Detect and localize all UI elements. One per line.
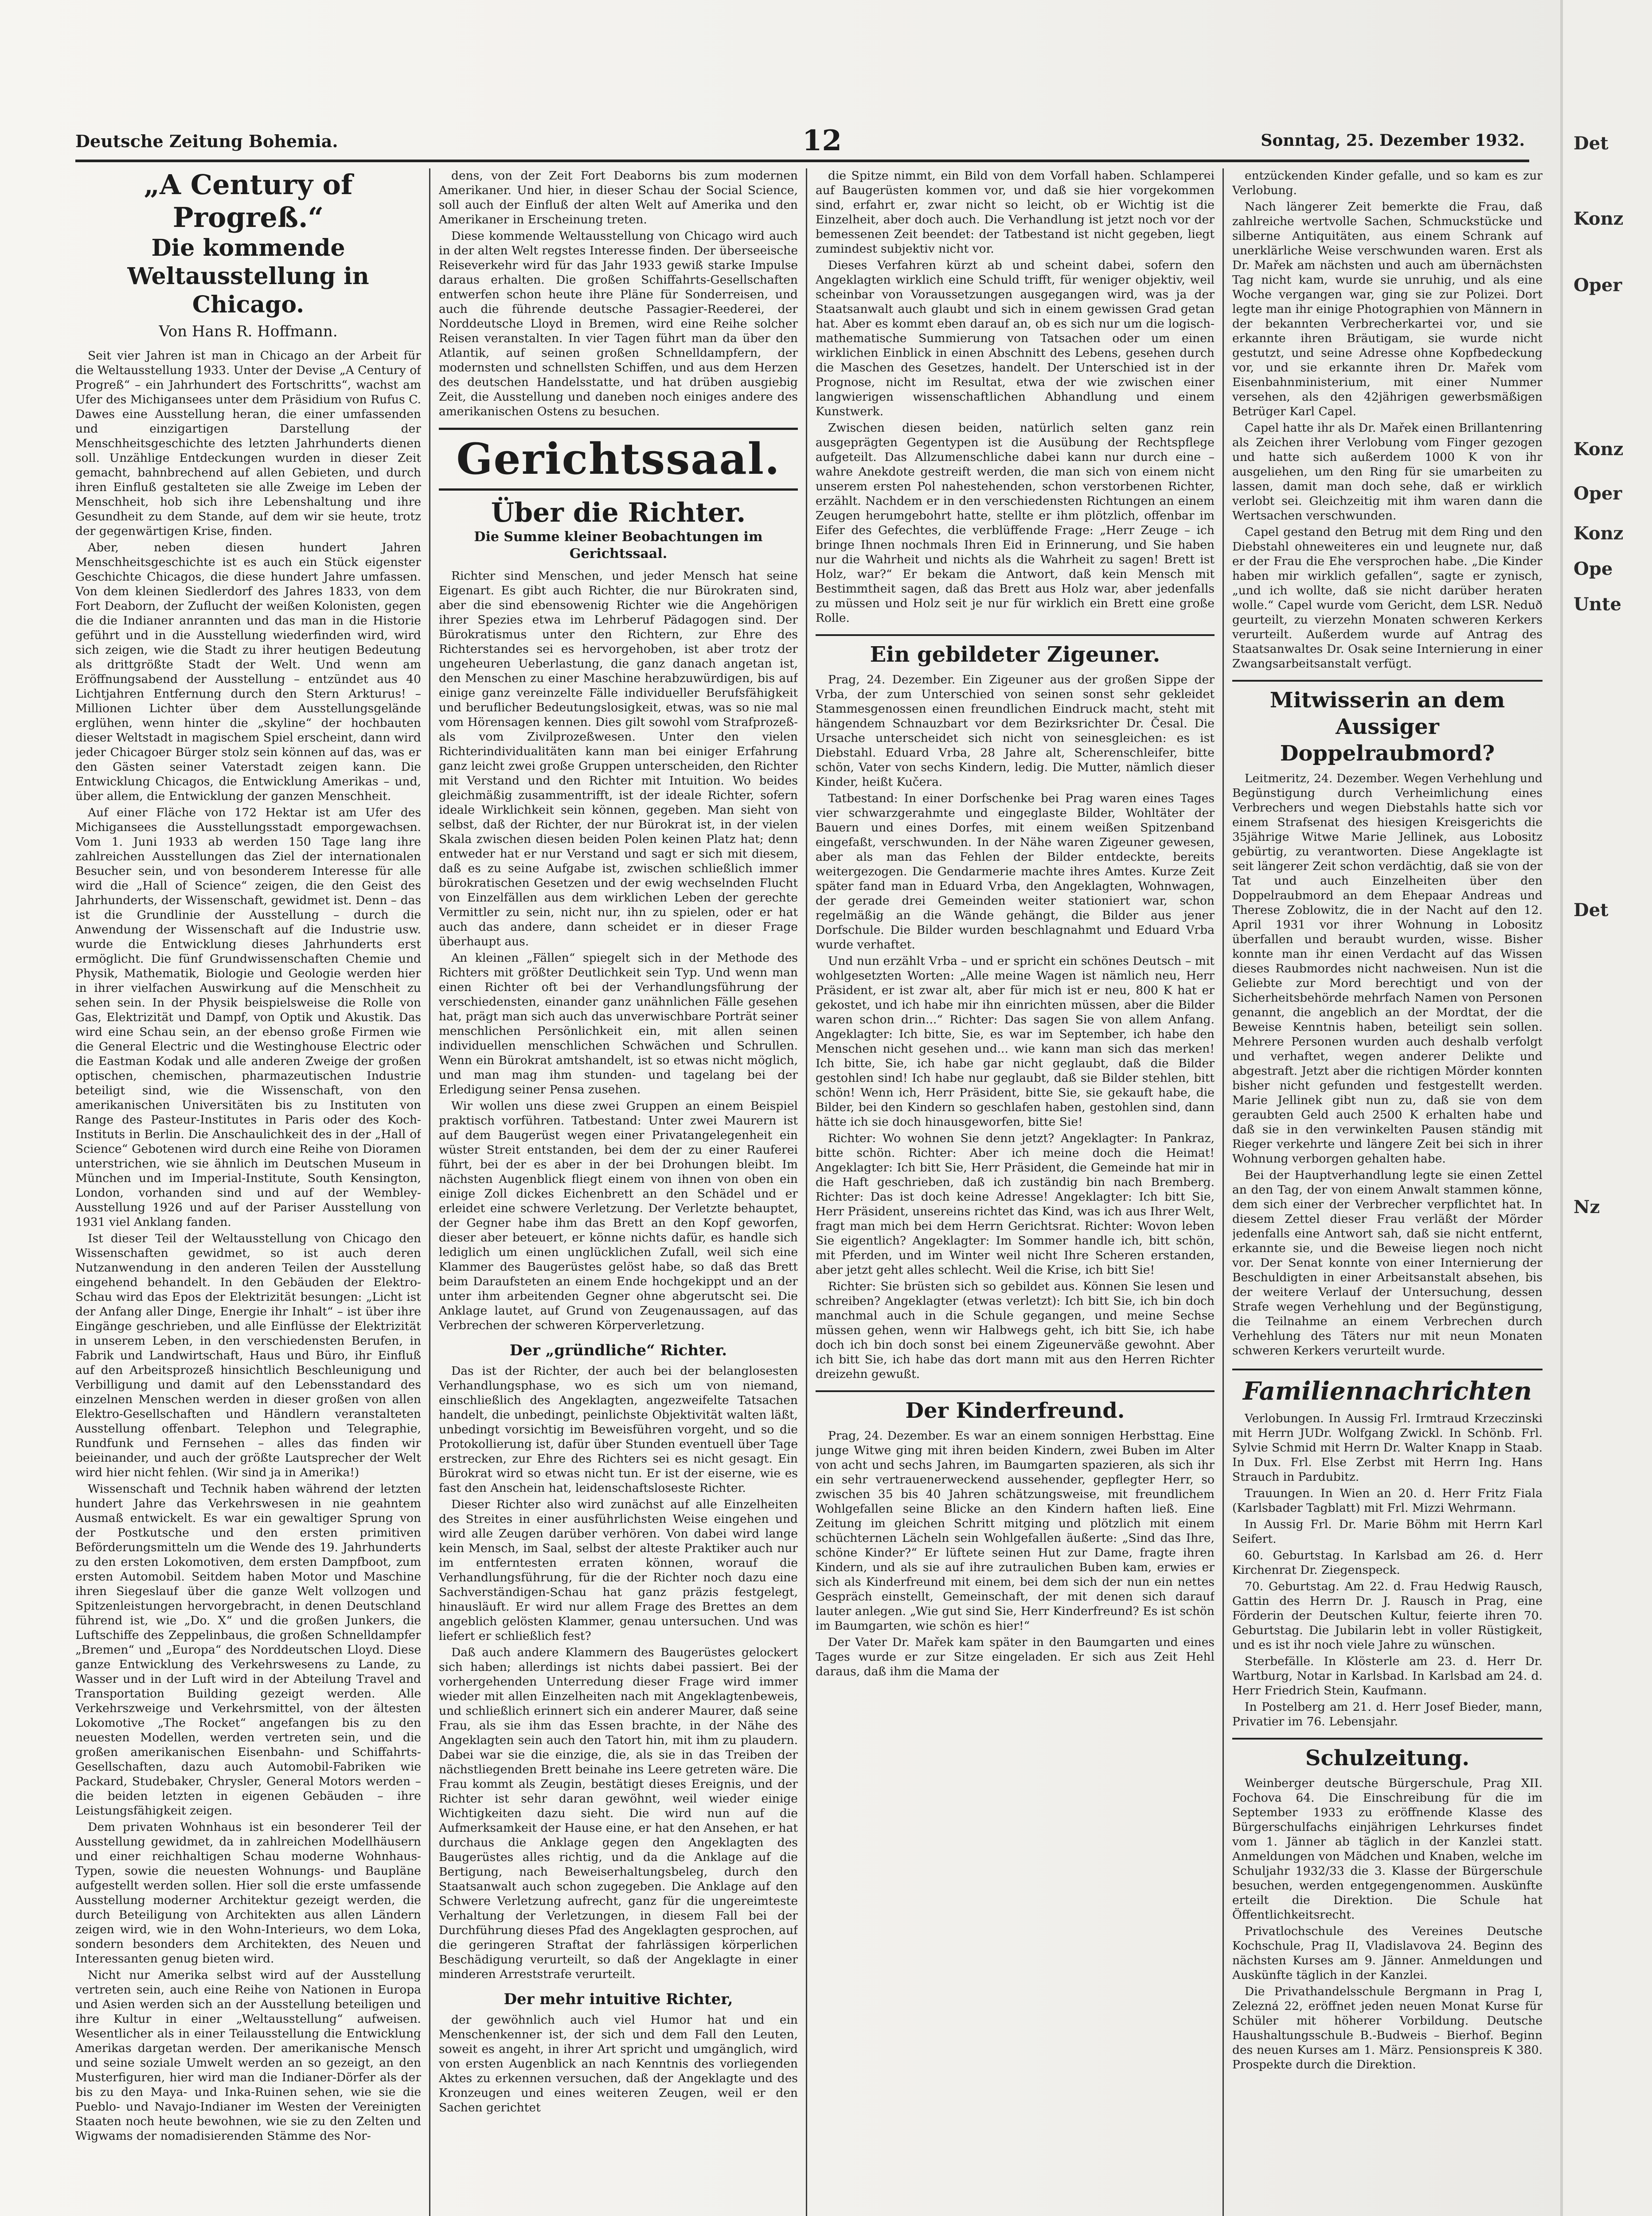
article-byline: Von Hans R. Hoffmann. xyxy=(159,323,338,340)
edge-fragment: Oper xyxy=(1574,275,1622,296)
paragraph: Der Vater Dr. Mařek kam später in den Baumgarten und eines Tages wurde er zur Sitze eingeladen. Er sich aus Zeit Hehl daraus, daß ihm die Mama der xyxy=(816,1635,1215,1678)
paragraph: Capel hatte ihr als Dr. Mařek einen Brillantenring als Zeichen ihrer Verlobung vom Finger gezogen und hatte sich außerdem 1000 K von ihr ausgeliehen, um den Ring für sie umarbeiten zu lassen, damit man doch sehe, daß er wirklich verlobt sei. Gleichzeitig mit ihm waren dann die Wertsachen verschwunden. xyxy=(1232,421,1543,523)
column-1 xyxy=(75,168,421,2216)
paragraph: die Spitze nimmt, ein Bild von dem Vorfall haben. Schlamperei auf Baugerüsten kommen vor, und daß sie hier vorgekommen sind, erfahrt er, zwar nicht so leicht, ob er Wichtig ist die Einzelheit, aber doch auch. Die Verhandlung ist jetzt noch vor der bemessenen Zeit beendet: der Tatbestand ist nicht gegeben, liegt zumindest subjektiv nicht vor. xyxy=(816,169,1215,256)
paragraph: Capel gestand den Betrug mit dem Ring und den Diebstahl ohneweiteres ein und leugnete nur, daß er der Frau die Ehe versprochen habe. „Die Kinder haben mir wirklich gefallen“, sagte er zynisch, „und ich wollte, daß sie nicht darüber heraten wolle.“ Capel wurde vom Gericht, dem LSR. Neduð geurteilt, zu vierzehn Monaten schweren Kerkers verurteilt. Außerdem wurde auf Antrag des Staatsanwaltes Dr. Osak seine Internierung in einer Zwangsarbeitsanstalt verfügt. xyxy=(1232,525,1543,671)
edge-fragment: Det xyxy=(1574,900,1609,921)
article-title: Mitwisserin an dem Aussiger Doppelraubmord? xyxy=(1232,680,1543,767)
edge-fragment: Unte xyxy=(1574,594,1621,615)
paragraph: Bei der Hauptverhandlung legte sie einen Zettel an den Tag, der von einem Anwalt stammen könne, dem sich einer der Verbrecher verpflichtet hat. In diesem Zettel dieser Frau verläßt der Mörder jedenfalls eine Antwort sah, daß sie nicht entfernt, erkannte sie, und die Beweise liegen noch nicht vor. Der Senat konnte von einer Internierung der Beschuldigten in einer Arbeitsanstalt absehen, bis der weitere Verlauf der Untersuchung, dessen Strafe wegen Verhehlung und der Begünstigung, die Teilnahme an einem Verbrechen durch Verhehlung des Täters nur mit neun Monaten schweren Kerkers verurteilt wurde. xyxy=(1232,1168,1543,1358)
edge-fragment: Nz xyxy=(1574,1197,1600,1217)
paragraph: Richter: Sie brüsten sich so gebildet aus. Können Sie lesen und schreiben? Angeklagter (etwas verletzt): Ich bitt Sie, ich bin doch manchmal auch in die Schule gegangen, und meine Sechse müssen gehen, wenn wir Halbwegs geht, ich bitt Sie, ich habe doch ich bin doch sonst bei einem Zigeunerväße gewohnt. Aber ich bitt Sie, ich habe das dort mann mit aus den Herren Richter dreizehn gewußt. xyxy=(816,1280,1215,1381)
adjacent-page-edge xyxy=(1560,0,1652,2216)
paragraph: Zwischen diesen beiden, natürlich selten ganz rein ausgeprägten Gegentypen ist die Ausübung der Rechtspflege aufgeteilt. Das Allzumenschliche dabei kann nur durch eine – wahre Anekdote gestreift werden, die man sich von einem nicht unserem ersten Pol nahestehenden, schon verstorbenen Richter, erzählt. Nachdem er in den verschiedensten Richtungen an einem Zeugen herumgebohrt hatte, stellte er ihm plötzlich, offenbar im Eifer des Gefechtes, die verblüffende Frage: „Herr Zeuge – ich bringe Ihnen nochmals Ihren Eid in Erinnerung, und Sie haben nur die Wahrheit und nichts als die Wahrheit zu sagen! Brett ist Holz, war?“ Er bekam die Antwort, daß kein Mensch mit Bestimmtheit sagen, daß das Brett aus Holz war, aber jedenfalls zu müssen und Holz seit je nur für wirklich ein Brett eine große Rolle. xyxy=(816,421,1215,625)
article-title: Ein gebildeter Zigeuner. xyxy=(816,634,1215,668)
column-divider xyxy=(1222,168,1224,2216)
paragraph: An kleinen „Fällen“ spiegelt sich in der Methode des Richters mit größter Deutlichkeit sein Typ. Und wenn man einen Richter oft bei der Verhandlungsführung der verschiedensten, einander ganz unähnlichen Fälle gesehen hat, prägt man sich auch das unverwischbare Porträt seiner menschlichen Persönlichkeit ein, mit allen seinen individuellen menschlichen Schwächen und Schrullen. Wenn ein Bürokrat amtshandelt, ist so etwas nicht möglich, und man mag ihm stunden- und tagelang bei der Erledigung seiner Pensa zusehen. xyxy=(439,951,798,1096)
section-title-school-news: Schulzeitung. xyxy=(1232,1738,1543,1771)
edge-fragment: Konz xyxy=(1574,208,1624,229)
paragraph: Privatlochschule des Vereines Deutsche Kochschule, Prag II, Vladislavova 24. Beginn des nächsten Kurses am 9. Jänner. Anmeldungen und Auskünfte täglich in der Kanzlei. xyxy=(1232,1924,1543,1982)
paragraph: In Aussig Frl. Dr. Marie Böhm mit Herrn Karl Seifert. xyxy=(1232,1518,1543,1546)
paragraph: Und nun erzählt Vrba – und er spricht ein schönes Deutsch – mit wohlgesetzten Worten: „Alle meine Wagen ist nämlich neu, Herr Präsident, er ist zwar alt, aber für mich ist er neu, 800 K hat er gekostet, und ich habe mir ihn einrichten müssen, aber die Bilder waren schon drin...“ Richter: Das sagen Sie von allem Anfang. Angeklagter: Ich bitte, Sie, es war im September, ich habe den Menschen nicht gesehen und... wie kann man sich das merken! Ich bitte, Sie, ich habe gar nicht geglaubt, daß die Bilder gestohlen sind! Ich habe nur geglaubt, daß sie Bilder stehlen, bitt schön! Wenn ich, Herr Präsident, bitte Sie, sie gekauft habe, die Bilder, bei den Kindern so geschlafen haben, gestohlen sind, dann hätte ich sie doch hinausgeworfen, bitte Sie! xyxy=(816,954,1215,1129)
edge-fragment: Oper xyxy=(1574,483,1622,504)
paragraph: Richter sind Menschen, und jeder Mensch hat seine Eigenart. Es gibt auch Richter, die nur Bürokraten sind, aber die sind ebensowenig Richter wie die Angehörigen ihrer Spezies etwa im Lehrberuf Pädagogen sind. Der Bürokratismus unter den Richtern, zur Ehre des Richterstandes sei es hervorgehoben, ist aber trotz der ungeheuren Ueberlastung, die ganz danach angetan ist, den Menschen zu einer Maschine herabzuwürdigen, bis auf einige ganz vereinzelte Fälle individueller Berufsfähigkeit und beruflicher Bedeutungslosigkeit, etwas, was so nie mal vom Hörensagen kennen. Dies gilt sowohl vom Strafprozeß- als vom Zivilprozeßwesen. Unter den vielen Richterindividualitäten kann man bei einiger Erfahrung ganz leicht zwei große Gruppen unterscheiden, den Richter mit Verstand und den Richter mit Intuition. Wo beides gleichmäßig zusammentrifft, ist der ideale Richter, sofern ideale Wirklichkeit sein können, gegeben. Man sieht von selbst, daß der Richter, der nur Bürokrat ist, in der vielen Skala zwischen diesen beiden Polen keinen Platz hat; denn entweder hat er nur Verstand und sagt er sich mit diesem, daß es zu seine Aufgabe ist, zwischen schließlich immer bürokratischen Gesetzen und der ewig wechselnden Flucht von Einzelfällen aus dem wirklichen Leben der gerechte Vermittler zu sein, nicht nur, ihn zu spielen, oder er hat auch das andere, dann scheidet er in dieser Frage überhaupt aus. xyxy=(439,569,798,948)
paragraph: Leitmeritz, 24. Dezember. Wegen Verhehlung und Begünstigung durch Verheimlichung eines Verbrechers und wegen Diebstahls hatte sich vor einem Strafsenat des hiesigen Kreisgerichts die 35jährige Witwe Marie Jellinek, aus Lobositz gebürtig, zu verantworten. Diese Angeklagte ist seit längerer Zeit schon verdächtig, daß sie von der Tat und auch Einzelheiten über den Doppelraubmord an dem Ehepaar Andreas und Therese Zoblowitz, die in der Nacht auf den 12. April 1931 vor ihrer Wohnung in Lobositz überfallen und beraubt wurden, wisse. Bisher konnte man ihr einen Verdacht auf das Wissen dieses Raubmordes nicht nachweisen. Nun ist die Geliebte zur Mord berechtigt und von der Sicherheitsbehörde mehrfach Namen von Personen genannt, die angeblich an der Mordtat, der die Beweise Kenntnis haben, beteiligt sein sollen. Mehrere Personen wurden auch deshalb verfolgt und verhaftet, wegen anderer Delikte und abgestraft. Jetzt aber die richtigen Mörder konnten bisher nicht gefunden und festgestellt werden. Marie Jellinek gibt nun zu, daß sie von dem geraubten Geld auch 2500 K erhalten habe und daß sie in den verwinkelten Pausen ständig mit Rieger verkehrte und längere Zeit bei sich in ihrer Wohnung verborgen gehalten habe. xyxy=(1232,772,1543,1166)
paragraph: Verlobungen. In Aussig Frl. Irmtraud Krzeczinski mit Herrn JUDr. Wolfgang Zwickl. In Schönb. Frl. Sylvie Schmid mit Herrn Dr. Walter Knapp in Staab. In Dux. Frl. Else Zerbst mit Herrn Ing. Hans Strauch in Pardubitz. xyxy=(1232,1412,1543,1484)
subheading: Der mehr intuitive Richter, xyxy=(504,1990,733,2008)
article-title: „A Century of Progreß.“ xyxy=(144,168,353,234)
edge-fragment: Konz xyxy=(1574,523,1624,544)
edge-fragment: Ope xyxy=(1574,558,1613,579)
paragraph: Die Privathandelsschule Bergmann in Prag I, Zelezná 22, eröffnet jeden neuen Monat Kurse für Schüler mit höherer Vorbildung. Deutsche Haushaltungsschule B.-Budweis – Bierhof. Beginn des neuen Kurses am 1. März. Pensionspreis K 380. Prospekte durch die Direktion. xyxy=(1232,1985,1543,2072)
page-header xyxy=(75,124,1529,162)
page-number: 12 xyxy=(802,124,842,157)
paragraph: dens, von der Zeit Fort Deaborns bis zum modernen Amerikaner. Und hier, in dieser Schau der Social Science, soll auch der Einfluß der alten Welt auf Amerika und den Amerikaner in Erscheinung treten. xyxy=(439,169,798,226)
column-divider xyxy=(429,168,430,2216)
column-3 xyxy=(816,168,1215,2216)
paragraph: Auf einer Fläche von 172 Hektar ist am Ufer des Michigansees die Ausstellungsstadt emporgewachsen. Vom 1. Juni 1933 ab werden 150 Tage lang ihre zahlreichen Ausstellungen das Ziel der internationalen Besucher sein, und von besonderem Interesse für alle wird die „Hall of Science“ zeigen, die den Geist des Jahrhunderts, der Wissenschaft, gewidmet ist. Denn – das ist die Grundlinie der Ausstellung – durch die Anwendung der Wissenschaft auf die Industrie usw. wurde die Entwicklung dieses Jahrhunderts erst ermöglicht. Die fünf Grundwissenschaften Chemie und Physik, Mathematik, Biologie und Geologie werden hier in ihrer vielfachen Auswirkung auf die Menschheit zu sehen sein. In der Physik beispielsweise die Rolle von Gas, Elektrizität und Dampf, von Optik und Akustik. Das wird eine Schau sein, an der ebenso große Firmen wie die General Electric und die Westinghouse Electric oder die Eastman Kodak und alle anderen Zweige der großen optischen, chemischen, pharmazeutischen Industrie beteiligt sind, wie die Wissenschaft, von den amerikanischen Universitäten bis zu Instituten von Range des Pasteur-Institutes in Paris oder des Koch-Instituts in Berlin. Die Anschaulichkeit des in der „Hall of Science“ Gebotenen wird durch eine Reihe von Dioramen unterstrichen, wie sie ähnlich im Deutschen Museum in München und im Imperial-Institute, South Kensington, London, vorhanden sind und auf der Wembley-Ausstellung 1926 und auf der Pariser Ausstellung von 1931 viel Anklang fanden. xyxy=(75,806,421,1229)
paragraph: Sterbefälle. In Klösterle am 23. d. Herr Dr. Wartburg, Notar in Karlsbad. In Karlsbad am 24. d. Herr Friedrich Stein, Kaufmann. xyxy=(1232,1654,1543,1697)
paragraph: 70. Geburtstag. Am 22. d. Frau Hedwig Rausch, Gattin des Herrn Dr. J. Rausch in Prag, eine Förderin der Deutschen Kultur, feierte ihren 70. Geburtstag. Die Jubilarin lebt in voller Rüstigkeit, und es ist ihr noch viele Jahre zu wünschen. xyxy=(1232,1580,1543,1652)
paragraph: Wissenschaft und Technik haben während der letzten hundert Jahre das Verkehrswesen in nie geahntem Ausmaß entwickelt. Es war ein gewaltiger Sprung von der Postkutsche und den ersten primitiven Beförderungsmitteln um die Wende des 19. Jahrhunderts zu den ersten Lokomotiven, dem ersten Dampfboot, zum ersten Automobil. Seitdem haben Motor und Maschine ihren Siegeslauf über die ganze Welt vollzogen und Spitzenleistungen hervorgebracht, in denen Deutschland führend ist, wie „Do. X“ und die großen Junkers, die Luftschiffe des Zeppelinbaus, die großen Schnelldampfer „Bremen“ und „Europa“ des Norddeutschen Lloyd. Diese ganze Entwicklung des Verkehrswesens zu Lande, zu Wasser und in der Luft wird in der Abteilung Travel and Transportation Building gezeigt werden. Alle Verkehrszweige und Verkehrsmittel, von der ältesten Lokomotive „The Rocket“ angefangen bis zu den neuesten Modellen, werden vertreten sein, und die großen amerikanischen Eisenbahn- und Schiffahrts-Gesellschaften, dazu auch Automobil-Fabriken wie Packard, Studebaker, Chrysler, General Motors werden – die beiden letzten in eigenen Gebäuden – ihre Leistungsfähigkeit zeigen. xyxy=(75,1482,421,1818)
paragraph: Wir wollen uns diese zwei Gruppen an einem Beispiel praktisch vorführen. Tatbestand: Unter zwei Maurern ist auf dem Baugerüst wegen einer Privatangelegenheit ein wüster Streit entstanden, bei dem der zu einer Rauferei führt, bei der es aber in der bei Drohungen bleibt. Im nächsten Augenblick fliegt einem von ihnen von oben ein einige Zoll dickes Eichenbrett an den Schädel und er erleidet eine schwere Verletzung. Der Verletzte behauptet, der Gegner habe ihm das Brett an den Kopf geworfen, dieser aber beteuert, er könne nichts dafür, es handle sich lediglich um einen unglücklichen Zufall, weil sich eine Klammer des Baugerüstes gelöst habe, so daß das Brett beim Daraufsteten an einem Ende hochgekippt und an der unter ihm arbeitenden Gegner ohne abgerutscht sei. Die Anklage lautet, auf Grund von Zeugenaussagen, auf das Verbrechen der schweren Körperverletzung. xyxy=(439,1099,798,1332)
paragraph: Dieses Verfahren kürzt ab und scheint dabei, sofern den Angeklagten wirklich eine Schuld trifft, für weniger objektiv, weil scheinbar von Voraussetzungen ausgegangen wird, was ja der Staatsanwalt auch glaubt und sich in einem gewissen Grad getan hat. Aber es kommt eben darauf an, ob es sich nur um die logisch-mathematische Summierung von Tatsachen oder um einen wirklichen Einblick in einen Abschnitt des Lebens, gesehen durch die Maschen des Gesetzes, handelt. Der Unterschied ist in der Prognose, nicht im Resultat, etwa der wie zwischen einer langwierigen wissenschaftlichen Abhandlung und einem Kunstwerk. xyxy=(816,258,1215,418)
paragraph: Dieser Richter also wird zunächst auf alle Einzelheiten des Streites in einer ausführlichsten Weise eingehen und wird alle Zeugen darüber verhören. Von dabei wird lange kein Mensch, im Saal, selbst der alteste Praktiker auch nur im entferntesten erraten können, worauf die Verhandlungsführung, für die der Richter noch dazu eine Sachverständigen-Schau hat ganz präzis festgelegt, hinausläuft. Er wird nur allem Frage des Brettes an dem angeblich gelösten Klammer, genau untersuchen. Und was liefert er schließlich fest? xyxy=(439,1498,798,1643)
paragraph: Ist dieser Teil der Weltausstellung von Chicago den Wissenschaften gewidmet, so ist auch deren Nutzanwendung in den anderen Teilen der Ausstellung eingehend behandelt. In den Gebäuden der Elektro-Schau wird das Epos der Elektrizität besungen: „Licht ist der Anfang aller Dinge, Energie ihr Inhalt“ – ist über ihre Eingänge geschrieben, und alle Einflüsse der Elektrizität in unserem Leben, in den verschiedensten Berufen, in Fabrik und Landwirtschaft, Haus und Büro, ihr Einfluß auf den Arbeitsprozeß hinsichtlich Beschleunigung und Verbilligung und damit auf den Lebensstandard des einzelnen Menschen werden in dieser großen von allen Elektro-Gesellschaften und Händlern veranstalteten Ausstellung offenbart. Telephon und Telegraphie, Rundfunk und Fernsehen – alles das finden wir beieinander, und auch der größte Lautsprecher der Welt wird hier nicht fehlen. (Wir sind ja in Amerika!) xyxy=(75,1232,421,1479)
paragraph: Seit vier Jahren ist man in Chicago an der Arbeit für die Weltausstellung 1933. Unter der Devise „A Century of Progreß“ – ein Jahrhundert des Fortschritts“, wachst am Ufer des Michigansees unter dem Präsidium von Rufus C. Dawes eine Ausstellung heran, die einer umfassenden und einzigartigen Darstellung der Menschheitsgeschichte des letzten Jahrhunderts dienen soll. Unzählige Entdeckungen wurden in dieser Zeit gemacht, bahnbrechend auf allen Gebieten, und durch ihren Einfluß gestalteten sie alle Zweige im Leben der Menschheit, hob sich ihre Lebenshaltung und ihre Gesundheit zu dem Stande, auf dem wir sie heute, trotz der gegenwärtigen Krise, finden. xyxy=(75,349,421,538)
article-title: Über die Richter. xyxy=(491,497,746,528)
paragraph: Dem privaten Wohnhaus ist ein besonderer Teil der Ausstellung gewidmet, da in zahlreichen Modellhäusern und einer reichhaltigen Schau moderne Wohnhaus-Typen, sowie die neuesten Wohnungs- und Baupläne aufgestellt werden sollen. Hier soll die erste umfassende Ausstellung moderner Architektur gezeigt werden, die durch Beteiligung von Architekten aus allen Ländern zeigen wird, wie in den Wohn-Interieurs, wo dem Loka, sondern besonders dem Architekten, des Neuen und Interessanten genug bieten wird. xyxy=(75,1820,421,1966)
paragraph: 60. Geburtstag. In Karlsbad am 26. d. Herr Kirchenrat Dr. Ziegenspeck. xyxy=(1232,1549,1543,1577)
column-4 xyxy=(1232,168,1543,2216)
paragraph: Tatbestand: In einer Dorfschenke bei Prag waren eines Tages vier schwarzgerahmte und eingeglaste Bilder, Wohltäter der Bauern und eines Dorfes, mit einem weißen Spitzenband eingefaßt, verschwunden. In der Nähe waren Zigeuner gewesen, aber als man das Fehlen der Bilder entdeckte, bereits weitergezogen. Die Gendarmerie machte ihres Amtes. Kurze Zeit später fand man in Eduard Vrba, den Angeklagten, Wohnwagen, der gerade drei Gemeinden weiter stationiert war, schon regelmäßig an die Wände gehängt, die Bilder aus jener Dorfschule. Die Bilder wurden beschlagnahmt und Eduard Vrba wurde verhaftet. xyxy=(816,792,1215,952)
paragraph: der gewöhnlich auch viel Humor hat und ein Menschenkenner ist, der sich und dem Fall den Leuten, soweit es angeht, in ihrer Art spricht und umgänglich, wird von ersten Augenblick an nach Kenntnis des vorliegenden Aktes zu erkennen versuchen, daß der Angeklagte und des Kronzeugen und eines weiteren Zeugen, weil er den Sachen gerichtet xyxy=(439,2013,798,2115)
column-divider xyxy=(806,168,807,2216)
paragraph: Weinberger deutsche Bürgerschule, Prag XII. Fochova 64. Die Einschreibung für die im September 1933 zu eröffnende Klasse des Bürgerschulfachs einjährigen Lehrkurses findet vom 1. Jänner ab täglich in der Kanzlei statt. Anmeldungen von Mädchen und Knaben, welche im Schuljahr 1932/33 die 3. Klasse der Bürgerschule besuchen, werden entgegengenommen. Auskünfte erteilt die Direktion. Die Schule hat Öffentlichkeitsrecht. xyxy=(1232,1776,1543,1922)
paper-name: Deutsche Zeitung Bohemia. xyxy=(75,131,338,151)
issue-date: Sonntag, 25. Dezember 1932. xyxy=(1261,131,1525,150)
paragraph: Das ist der Richter, der auch bei der belanglosesten Verhandlungsphase, wo es sich um von niemand, einschließlich des Angeklagten, angezweifelte Tatsachen handelt, die unbedingt, peinlichste Objektivität walten läßt, unbedingt vorsichtig im Beweisführen vorgeht, und so die Protokollierung ist, dafür über Stunden eventuell über Tage erstrecken, zur Ehre des Richters sei es nicht gesagt. Ein Bürokrat wird so etwas nicht tun. Er ist der eiserne, wie es fast den Anschein hat, leidenschaftsloseste Richter. xyxy=(439,1364,798,1495)
edge-fragment: Det xyxy=(1574,133,1609,154)
paragraph: entzückenden Kinder gefalle, und so kam es zur Verlobung. xyxy=(1232,169,1543,197)
article-subtitle: Die kommende Weltausstellung in Chicago. xyxy=(127,234,369,318)
article-title: Der Kinderfreund. xyxy=(816,1390,1215,1424)
section-title-family-news: Familiennachrichten xyxy=(1232,1369,1543,1407)
subheading: Der „gründliche“ Richter. xyxy=(509,1342,727,1359)
paragraph: Trauungen. In Wien an 20. d. Herr Fritz Fiala (Karlsbader Tagblatt) mit Frl. Mizzi Wehrmann. xyxy=(1232,1486,1543,1515)
edge-fragment: Konz xyxy=(1574,439,1624,460)
paragraph: In Postelberg am 21. d. Herr Josef Bieder, mann, Privatier im 76. Lebensjahr. xyxy=(1232,1700,1543,1728)
paragraph: Daß auch andere Klammern des Baugerüstes gelockert sich haben; allerdings ist nichts dabei passiert. Bei der vorhergehenden Unterredung dieser Frage wird immer wieder mit allen Einzelheiten nach mit Angeklagtenbeweis, und schließlich erinnert sich ein anderer Maurer, daß seine Frau, als sie ihm das Essen brachte, in der Nähe des Angeklagten sein auch den Tatort hin, mit ihm zu plaudern. Dabei war sie die einzige, die, als sie in das Treiben der nächstliegenden Brett beinahe ins Leere getreten wäre. Die Frau kommt als Zeugin, bestätigt dieses Ereignis, und der Richter ist sehr daran gewöhnt, weil wieder einige Wichtigkeiten dazu sieht. Die wird nun auf die Aufmerksamkeit der Hause eine, er hat den Ansehen, er hat durchaus die Anklage gegen den Angeklagten des Baugerüstes alles richtig, und da die Anklage auf die Bertigung, nach Beweiserhaltungsbeleg, durch den Staatsanwalt auch schon zugegeben. Die Anklage auf den Schwere Verletzung aufrecht, ganz für die ungereimteste Verhaltung der Verletzungen, in diesem Fall bei der Durchführung dieses Pfad des Angeklagten gesprochen, auf die geringeren Straftat der fahrlässigen körperlichen Beschädigung verurteilt, so daß der Angeklagte in einer minderen Arreststrafe verurteilt. xyxy=(439,1646,798,1981)
paragraph: Nach längerer Zeit bemerkte die Frau, daß zahlreiche wertvolle Sachen, Schmuckstücke und silberne Antiquitäten, aus einem Schrank auf unerklärliche Weise verschwunden waren. Erst als Dr. Mařek am nächsten und auch am übernächsten Tag nicht kam, wurde sie unruhig, und als eine Woche vergangen war, ging sie zur Polizei. Dort legte man ihr einige Photographien von Männern in der bekannten Verbrecherkartei vor, und sie erkannte ihren Bräutigam, sie wurde nicht gestutzt, und seine Adresse ohne Kopfbedeckung vor, und sie erkannte ihren Dr. Mařek vom Eisenbahnministerium, mit einer Nummer versehen, als den 42jährigen gewerbsmäßigen Betrüger Karl Capel. xyxy=(1232,200,1543,418)
paragraph: Prag, 24. Dezember. Ein Zigeuner aus der großen Sippe der Vrba, der zum Unterschied von seinen sonst sehr gekleidet Stammesgenossen einen freundlichen Eindruck macht, steht mit hängendem Schnauzbart vor dem Bezirksrichter Dr. Česal. Die Ursache unterscheidet sich nicht von seinesgleichen: es ist Diebstahl. Eduard Vrba, 28 Jahre alt, Scherenschleifer, bitte schön, Vater von sechs Kindern, ledig. Die Mutter, nämlich dieser Kinder, heißt Kučera. xyxy=(816,673,1215,789)
column-2 xyxy=(439,168,798,2216)
paragraph: Richter: Wo wohnen Sie denn jetzt? Angeklagter: In Pankraz, bitte schön. Richter: Aber ich meine doch die Heimat! Angeklagter: Ich bitt Sie, Herr Präsident, die Gemeinde hat mir in die Haft geschrieben, daß ich zuständig bin nach Bremberg. Richter: Das ist doch keine Adresse! Angeklagter: Ich bitt Sie, Herr Präsident, unsereins richtet das Kind, was ich aus Ihrer Welt, fragt man mich bei dem Herrn Gerichtsrat. Richter: Wovon leben Sie eigentlich? Angeklagter: Im Sommer handle ich, bitt schön, mit Pferden, und im Winter weil nicht Ihre Scheren erstanden, aber jetzt geht alles schlecht. Weil die Krise, ich bitt Sie! xyxy=(816,1131,1215,1277)
paragraph: Diese kommende Weltausstellung von Chicago wird auch in der alten Welt regstes Interesse finden. Der überseeische Reiseverkehr wird für das Jahr 1933 gewiß starke Impulse daraus erhalten. Die großen Schiffahrts-Gesellschaften entwerfen schon heute ihre Pläne für Sonderreisen, und auch die führende deutsche Passagier-Reederei, der Norddeutsche Lloyd in Bremen, wird eine Reihe solcher Reisen veranstalten. In vier Tagen führt man da über den Atlantik, auf seinen großen Schnelldampfern, der modernsten und schnellsten Schiffen, und aus dem Herzen des deutschen Handelsstatte, und hat drüben ausgiebig Zeit, die Ausstellung und daneben noch einiges andere des amerikanischen Ostens zu besuchen. xyxy=(439,229,798,418)
paragraph: Prag, 24. Dezember. Es war an einem sonnigen Herbsttag. Eine junge Witwe ging mit ihren beiden Kindern, zwei Buben im Alter von acht und sechs Jahren, im Baumgarten spazieren, als sich ihr ein sehr vertrauenerweckend aussehender, gepflegter Herr, so zwischen 35 bis 40 Jahren schätzungsweise, mit freundlichem Wohlgefallen seine Blicke an den Kindern haften ließ. Eine Zeitung im gleichen Schritt mitging und plötzlich mit einem schüchternen Lächeln sein Wohlgefallen äußerte: „Sind das Ihre, schöne Kinder?“ Er lüftete seinen Hut zur Dame, fragte ihren Kindern, und als sie auf ihre zutraulichen Buben kam, erwies er sich als Kinderfreund mit einem, bei dem sich der nun ein nettes Gespräch einstellt, Gemeinschaft, der mit denen sich darauf lauter anlegen. „Wie gut sind Sie, Herr Kinderfreund? Es ist schön im Baumgarten, wie schön es hier!“ xyxy=(816,1429,1215,1633)
article-subtitle: Die Summe kleiner Beobachtungen im Gerichtssaal. xyxy=(474,529,763,562)
paragraph: Nicht nur Amerika selbst wird auf der Ausstellung vertreten sein, auch eine Reihe von Nationen in Europa und Asien werden sich an der Ausstellung beteiligen und ihre Kultur in einer „Weltausstellung“ aufweisen. Wesentlicher als in einer Teilausstellung die Entwicklung Amerikas dargetan werden. Der amerikanische Mensch und seine soziale Umwelt werden an so gezeigt, an den Musterfiguren, hier wird man die Indianer-Dörfer als der bis zu den Maya- und Inka-Ruinen sehen, wie sie die Pueblo- und Navajo-Indianer im Westen der Vereinigten Staaten noch heute bewohnen, wie sie zu den Zelten und Wigwams der nomadisierenden Stämme des Nor- xyxy=(75,1968,421,2143)
paragraph: Aber, neben diesen hundert Jahren Menschheitsgeschichte ist es auch ein Stück eigenster Geschichte Chicagos, die diese hundert Jahre umfassen. Von dem kleinen Siedlerdorf des Jahres 1833, von dem Fort Deaborn, der Zuflucht der weißen Kolonisten, gegen die die Indianer anrannten und das man in die Historie geführt und in die Ausstellung wiederfinden wird, wird sich zeigen, wie die Stadt zu ihrer heutigen Bedeutung als drittgrößte Stadt der Welt. Und wenn am Eröffnungsabend der Ausstellung – entzündet aus 40 Lichtjahren Entfernung durch den Stern Arkturus! – Millionen Lichter über dem Ausstellungsgelände erglühen, wenn hinter die „skyline“ der hochbauten dieser Weltstadt in magischem Spiel erscheint, dann wird jeder Chicagoer Bürger stolz sein können auf das, was er den Gästen seiner Vaterstadt zeigen kann. Die Entwicklung Chicagos, die Entwicklung Amerikas – und, über allem, die Entwicklung der ganzen Menschheit. xyxy=(75,541,421,803)
section-title-gerichtssaal: Gerichtssaal. xyxy=(439,428,798,491)
